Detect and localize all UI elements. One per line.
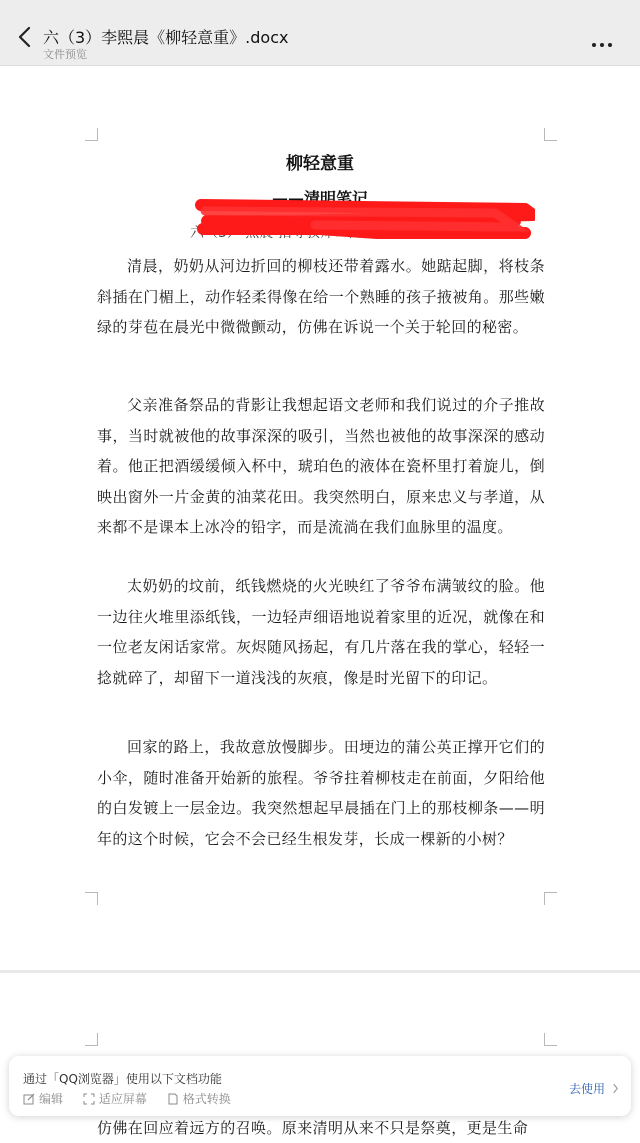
format-convert-action[interactable] [167, 1090, 231, 1107]
edit-action-label: 编辑 [39, 1092, 64, 1106]
paragraph: 太奶奶的坟前，纸钱燃烧的火光映红了爷爷布满皱纹的脸。他一边往火堆里添纸钱，一边轻声细语地说着家里的近况，就像在和一位老友闲话家常。灰烬随风扬起，有几片落在我的掌心，轻轻一捻就碎了，却留下一道浅浅的灰痕，像是时光留下的印记。 [97, 577, 545, 687]
page-corner-mark [85, 892, 98, 905]
back-button[interactable] [14, 24, 36, 50]
qq-browser-promo-banner [9, 1056, 631, 1116]
fit-screen-icon [83, 1093, 95, 1105]
page-corner-mark [85, 1033, 98, 1046]
promo-actions [23, 1090, 247, 1107]
more-horizontal-icon [592, 43, 596, 47]
top-bar [0, 0, 640, 66]
more-dot [600, 43, 604, 47]
promo-text: 通过「QQ浏览器」使用以下文档功能 [23, 1072, 222, 1086]
go-use-button[interactable] [569, 1080, 619, 1097]
page-corner-mark [544, 892, 557, 905]
format-convert-action-label: 格式转换 [182, 1092, 231, 1106]
page-corner-mark [85, 128, 98, 141]
more-dot [608, 43, 612, 47]
page-corner-mark [544, 128, 557, 141]
chevron-left-icon [14, 24, 36, 50]
author-line: 六（3） 熙晨 指导教师：吕振寻 [190, 225, 390, 241]
redaction-scribble [195, 199, 535, 239]
chevron-right-icon [612, 1083, 619, 1094]
go-use-label: 去使用 [569, 1082, 606, 1096]
edit-action[interactable] [23, 1090, 63, 1107]
more-menu-button[interactable] [592, 32, 620, 46]
document-subtitle: ——清明笔记 [271, 189, 368, 208]
paragraph: 回家的路上，我故意放慢脚步。田埂边的蒲公英正撑开它们的小伞，随时准备开始新的旅程。爷爷拄着柳枝走在前面，夕阳给他的白发镀上一层金边。我突然想起早晨插在门上的那枝柳条——明年的这个时候，它会不会已经生根发芽，长成一棵新的小树？ [97, 738, 545, 848]
edit-icon [23, 1093, 35, 1105]
file-preview-label: 文件预览 [43, 48, 87, 61]
file-title: 六（3）李熙晨《柳轻意重》.docx [43, 28, 289, 47]
document-title: 柳轻意重 [286, 154, 354, 174]
paragraph: 清晨，奶奶从河边折回的柳枝还带着露水。她踮起脚，将枝条斜插在门楣上，动作轻柔得像在给一个熟睡的孩子掖被角。那些嫩绿的芽苞在晨光中微微颤动，仿佛在诉说一个关于轮回的秘密。 [97, 257, 545, 336]
paragraph: 父亲准备祭品的背影让我想起语文老师和我们说过的介子推故事，当时就被他的故事深深的吸引，当然也被他的故事深深的感动着。他正把酒缓缓倾入杯中，琥珀色的液体在瓷杯里打着旋儿，倒映出窗外一片金黄的油菜花田。我突然明白，原来忠义与孝道，从来都不是课本上冰冷的铅字，而是流淌在我们血脉里的温度。 [97, 396, 545, 536]
fit-screen-action[interactable] [83, 1090, 147, 1107]
document-page [0, 66, 640, 970]
fit-screen-action-label: 适应屏幕 [98, 1092, 147, 1106]
file-convert-icon [167, 1093, 179, 1105]
page-corner-mark [544, 1033, 557, 1046]
paragraph-continuation: 仿佛在回应着远方的召唤。原来清明从来不只是祭奠，更是生命 [97, 1119, 529, 1137]
